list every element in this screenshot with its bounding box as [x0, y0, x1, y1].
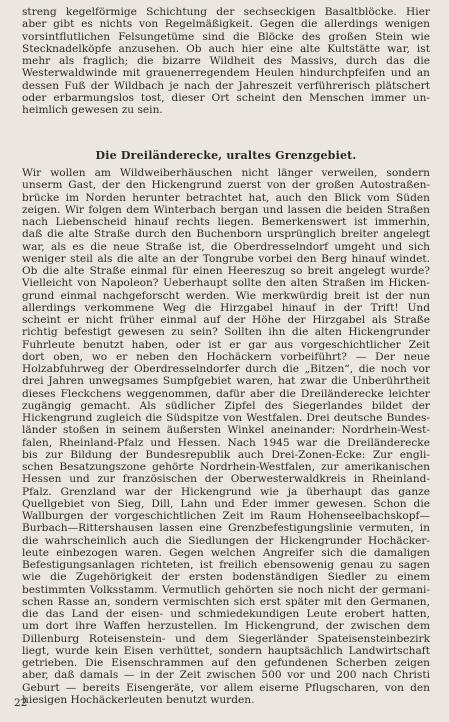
text-line: Pfalz. Grenzland war der Hickengrund wie ja überhaupt das ganze: [22, 485, 430, 498]
text-line: unserm Gast, der den Hickengrund zuerst von der großen Autostraßen-: [22, 179, 430, 192]
text-line: falen, Rheinland-Pfalz und Hessen. Nach 1945 war die Dreiländerecke: [22, 436, 430, 449]
text-line: richtig befestigt gewesen zu sein? Sollten ihn die alten Hickengrunder: [22, 326, 430, 339]
text-line: zeigen. Wir folgen dem Winterbach bergan und lassen die beiden Straßen: [22, 203, 430, 216]
text-line: Wir wollen am Wildweiberhäuschen nicht länger verweilen, sondern: [22, 167, 430, 179]
text-line: wie die Zugehörigkeit der ersten bodenständigen Siedler zu einem: [22, 571, 430, 584]
text-line: Stecknadelköpfe anzusehen. Ob auch hier eine alte Kultstätte war, ist: [22, 42, 430, 55]
text-line: schen Besatzungszone gehörte Nordrhein-Westfalen, zur amerikanischen: [22, 461, 430, 473]
text-line: heimlich gewesen zu sein.: [22, 104, 163, 116]
text-line: Ob die alte Straße einmal für einen Heereszug so breit angelegt wurde?: [22, 265, 430, 277]
text-line: streng kegelförmige Schichtung der sechseckigen Basaltblöcke. Hier: [22, 6, 430, 18]
text-line: bis zur Bildung der Bundesrepublik auch Drei-Zonen-Ecke: Zur engli-: [22, 448, 430, 461]
text-line: leute einbezogen waren. Gegen welchen Angreifer sich die damaligen: [22, 546, 430, 559]
text-line: brücke im Norden herunter betrachtet hat, auch den Blick vom Süden: [22, 191, 430, 204]
text-line: getrieben. Die Eisenschrammen auf den gefundenen Scherben zeigen: [22, 657, 430, 669]
text-line: hiesigen Hochäckerleuten benutzt wurden.: [22, 693, 255, 706]
text-line: oder erbarmungslos tost, dieser Ort scheint den Menschen immer un-: [22, 91, 430, 104]
text-line: Hessen und zur französischen der Oberwesterwaldkreis in Rheinland-: [22, 473, 430, 486]
main-paragraph: [22, 167, 430, 706]
text-line: Fuhrleute benutzt haben, oder ist er gar aus vorgeschichtlicher Zeit: [22, 338, 430, 351]
text-line: zugängig gemacht. Als südlicher Zipfel des Siegerlandes bildet der: [22, 399, 430, 412]
text-line: bestimmten Volksstamm. Vermutlich gehörten sie noch nicht der germani-: [22, 583, 430, 596]
text-line: dieses Fleckchens weggenommen, dafür aber die Dreiländerecke leichter: [22, 387, 430, 400]
text-line: Wallburgen der vorgeschichtlichen Zeit im Raum Hohenseelbachskopf—: [22, 510, 430, 522]
text-line: schen Rasse an, sondern vermischten sich erst später mit den Germanen,: [22, 595, 430, 608]
text-line: aber, daß damals — in der Zeit zwischen 500 vor und 200 nach Christi: [22, 669, 430, 682]
text-line: allerdings verkommene Weg die Hirzgabel hinauf in der Trift! Und: [22, 301, 430, 314]
text-line: vorsintflutlichen Felsungetüme sind die Blöcke des großen Stein wie: [22, 30, 430, 43]
text-line: aber gibt es nichts von Regelmäßigkeit. Gegen die allerdings wenigen: [22, 18, 430, 31]
text-line: daß die alte Straße durch den Buchenborn ursprünglich breiter angelegt: [22, 228, 430, 241]
text-line: grund einmal nachgeforscht werden. Wie merkwürdig breit ist der nun: [22, 289, 430, 302]
text-line: drei Jahren unwegsames Sumpfgebiet waren, hat zwar die Unberührtheit: [22, 375, 430, 388]
text-line: Befestigungsanlagen richteten, ist freilich ebensowenig genau zu sagen: [22, 559, 430, 571]
text-line: war, als es die neue Straße ist, die Oberdresselndorf umgeht und sich: [22, 240, 430, 253]
text-line: Westerwaldwinde mit grauenerregendem Heulen hindurchpfeifen und an: [22, 67, 430, 80]
section-heading: Die Dreiländerecke, uraltes Grenzgebiet.: [95, 149, 357, 162]
text-line: Quellgebiet von Sieg, Dill, Lahn und Eder immer gewesen. Schon die: [22, 497, 430, 510]
text-line: nach Liebenscheid hinauf rechts liegen. Bemerkenswert ist immerhin,: [22, 216, 430, 228]
text-line: die wahrscheinlich auch die Siedlungen der Hickengrunder Hochäcker-: [22, 534, 430, 547]
text-line: um dort ihre Waffen herzustellen. Im Hickengrund, der zwischen dem: [22, 620, 430, 633]
text-line: Hickengrund zugleich die Südspitze von Westfalen. Drei deutsche Bundes-: [22, 412, 430, 424]
text-line: Holzabfuhrweg der Oberdresselndorfer durch die „Bitzen“, die noch vor: [22, 363, 430, 375]
text-line: die das Land der eisen- und schmiedekundigen Leute erobert hatten,: [22, 608, 430, 620]
text-line: Dillenburg Roteisenstein- und dem Siegerländer Spateisensteinbezirk: [22, 632, 430, 645]
top-paragraph: [22, 6, 430, 116]
page-number: 22: [14, 697, 28, 709]
text-line: scheint er nicht früher einmal auf der Höhe der Hirzgabel als Straße: [22, 314, 430, 326]
text-line: dort oben, wo er neben den Hochäckern vorbeiführt? — Der neue: [22, 350, 430, 363]
text-line: mehr als fraglich; die bizarre Wildheit des Massivs, durch das die: [22, 55, 430, 67]
text-line: dessen Fuß der Wildbach je nach der Jahreszeit verführerisch plätschert: [22, 79, 430, 92]
text-line: länder stoßen in seinem äußersten Winkel aneinander: Nordrhein-West-: [22, 424, 430, 437]
text-line: Geburt — bereits Eisengeräte, vor allem eiserne Pflugscharen, von den: [22, 681, 430, 694]
text-line: Burbach—Rittershausen lassen eine Grenzbefestigungslinie vermuten, in: [22, 522, 430, 535]
text-line: weniger steil als die alte an der Tongrube vorbei den Berg hinauf windet.: [22, 252, 430, 265]
text-line: Vielleicht von Napoleon? Ueberhaupt sollte den alten Straßen im Hicken-: [22, 277, 430, 290]
text-line: liegt, wurde kein Eisen verhüttet, sondern hauptsächlich Landwirtschaft: [22, 644, 430, 657]
